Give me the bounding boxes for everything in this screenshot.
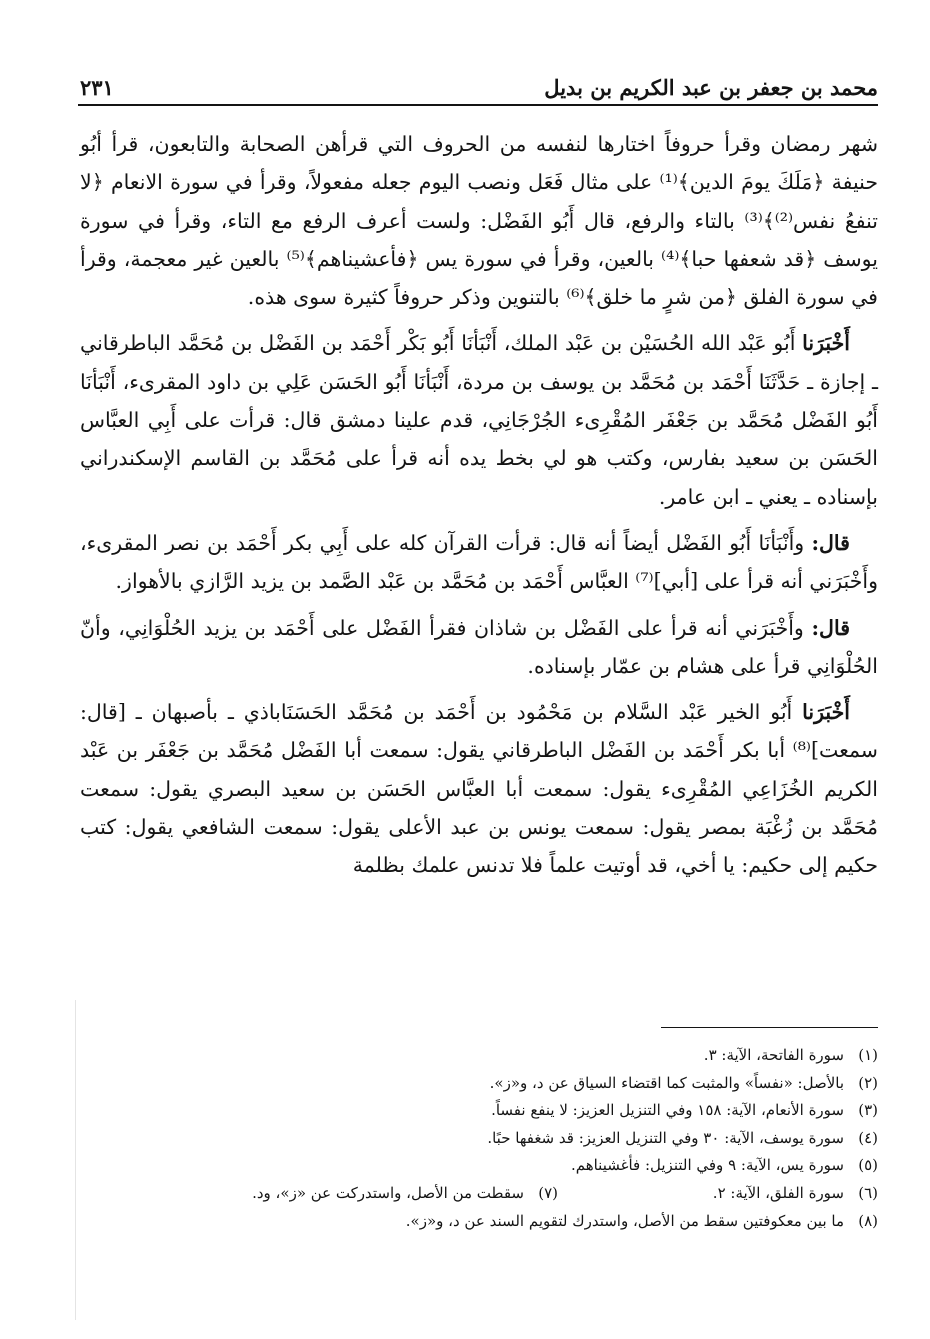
page-number: ٢٣١ (80, 75, 114, 100)
footnote-2 (80, 1070, 878, 1098)
paragraph-text: وأَنْبَأنَا أَبُو الفَضْل أيضاً أنه قال: قرأت القرآن كله على أَبِي بكر أَحْمَد بن نصر المقرىء، وأَخْبَرَني أنه قرأ على [أبي]⁽⁷⁾ العبَّاس أَحْمَد بن مُحَمَّد بن عَبْد الصَّمد بن يزيد الرَّازي بالأهواز. (80, 530, 878, 594)
main-text (80, 125, 878, 893)
footnote-row (80, 1180, 878, 1208)
footnote-3 (80, 1097, 878, 1125)
footnote-text: سورة الفاتحة، الآية: ٣. (703, 1046, 844, 1064)
page-header (80, 60, 878, 100)
footnote-1 (80, 1042, 878, 1070)
footnote-number: (٤) (858, 1128, 878, 1147)
footnote-separator (661, 1027, 878, 1028)
footnote-text: بالأصل: «نفساً» والمثبت كما اقتضاء السياق عن د، و«ز». (489, 1073, 844, 1092)
footnote-text: سورة الفلق، الآية: ٢. (712, 1183, 844, 1202)
paragraph-lead: أَخْبَرَنا (802, 331, 850, 356)
paragraph-lead: أَخْبَرَنا (802, 700, 850, 725)
footnote-8 (80, 1208, 878, 1236)
footnote-number: (٧) (538, 1183, 558, 1202)
paragraph-text: وأَخْبَرَني أنه قرأ على الفَضْل بن شاذان فقرأ الفَضْل على أَحْمَد بن يزيد الحُلْوَانِي، وأنّ الحُلْوَانِي قرأ على هشام بن عمّار بإسناده. (80, 615, 878, 678)
paragraph-text: شهر رمضان وقرأ حروفاً اختارها لنفسه من الحروف التي قرأهن الصحابة والتابعون، قرأ أبُو حنيفة ﴿مَلَكَ يومَ الدين﴾⁽¹⁾ على مثال فَعَل ونصب اليوم جعله مفعولاً، وقرأ في سورة الانعام ﴿لا تنفعُ نفس⁽²⁾﴾⁽³⁾ بالتاء والرفع، قال أَبُو الفَضْل: ولست أعرف الرفع مع التاء، وقرأ في سورة يوسف ﴿قد شعفها حبا﴾⁽⁴⁾ بالعين، وقرأ في سورة يس ﴿فأعشيناهم﴾⁽⁵⁾ بالعين غير معجمة، وقرأ في سورة الفلق ﴿من شرٍ ما خلق﴾⁽⁶⁾ بالتنوين وذكر حروفاً كثيرة سوى هذه. (80, 132, 879, 310)
footnote-7 (238, 1180, 558, 1208)
footnote-number: (٢) (858, 1073, 878, 1092)
footnote-text: ما بين معكوفتين سقط من الأصل، واستدرك لتقويم السند عن د، و«ز». (405, 1211, 844, 1230)
paragraph-text: أَبُو عَبْد الله الحُسَيْن بن عَبْد الملك، أَنْبَأنَا أَبُو بَكْر أَحْمَد بن الفَضْل بن مُحَمَّد الباطرقاني ـ إجازة ـ حَدَّثَنَا أَحْمَد بن مُحَمَّد بن يوسف بن مردة، أَنْبَأنَا أَبُو الحَسَن عَلِي بن داود المقرىء، أَنْبَأنَا أَبُو الفَضْل مُحَمَّد بن جَعْفَر المُقْرِىء الجُرْجَانِي، قدم علينا دمشق قال: قرأت على أَبِي العبَّاس الحَسَن بن سعيد بفارس، وكتب هو لي بخط يده أنه قرأ على مُحَمَّد بن القاسم الإسكندراني بإسناده ـ يعني ـ ابن عامر. (80, 331, 878, 509)
footnote-4 (80, 1125, 878, 1153)
footnote-number: (٦) (858, 1183, 878, 1202)
footnote-number: (٣) (858, 1101, 878, 1120)
paragraph-5 (80, 693, 878, 884)
footnotes (80, 1042, 878, 1235)
running-title: محمد بن جعفر بن عبد الكريم بن بديل (544, 75, 878, 100)
footnote-6 (558, 1180, 878, 1208)
footnote-text: سقطت من الأصل، واستدركت عن «ز»، ود. (252, 1183, 524, 1202)
paragraph-2 (80, 324, 878, 515)
footnote-number: (٥) (858, 1156, 878, 1175)
paragraph-text: أَبُو الخير عَبْد السَّلام بن مَحْمُود بن أَحْمَد بن مُحَمَّد الحَسَنَاباذي ـ بأصبهان ـ [قال: سمعت]⁽⁸⁾ أبا بكر أَحْمَد بن الفَضْل الباطرقاني يقول: سمعت أبا الفَضْل مُحَمَّد بن جَعْفَر بن عَبْد الكريم الخُزَاعِي المُقْرِىء يقول: سمعت أبا العبَّاس الحَسَن بن سعيد البصري يقول: سمعت مُحَمَّد بن زُغْبَة بمصر يقول: سمعت يونس بن عبد الأعلى يقول: سمعت الشافعي يقول: كتب حكيم إلى حكيم: يا أخي، قد أوتيت علماً فلا تدنس علمك بظلمة (80, 700, 879, 878)
header-rule (78, 104, 878, 106)
footnote-text: سورة الأنعام، الآية: ١٥٨ وفي التنزيل العزيز: لا ينفع نفساً. (491, 1101, 844, 1120)
footnote-number: (٨) (858, 1211, 878, 1230)
scan-edge-line (75, 1000, 76, 1320)
paragraph-3 (80, 524, 878, 601)
footnote-5 (80, 1152, 878, 1180)
paragraph-lead: قال: (811, 615, 850, 640)
paragraph-4 (80, 609, 878, 686)
footnote-text: سورة يوسف، الآية: ٣٠ وفي التنزيل العزيز: قد شغفها حبًا. (487, 1128, 844, 1147)
paragraph-1 (80, 125, 878, 316)
paragraph-lead: قال: (811, 530, 850, 555)
footnote-number: (١) (858, 1046, 878, 1064)
footnote-text: سورة يس، الآية: ٩ وفي التنزيل: فأغشيناهم. (570, 1156, 844, 1175)
